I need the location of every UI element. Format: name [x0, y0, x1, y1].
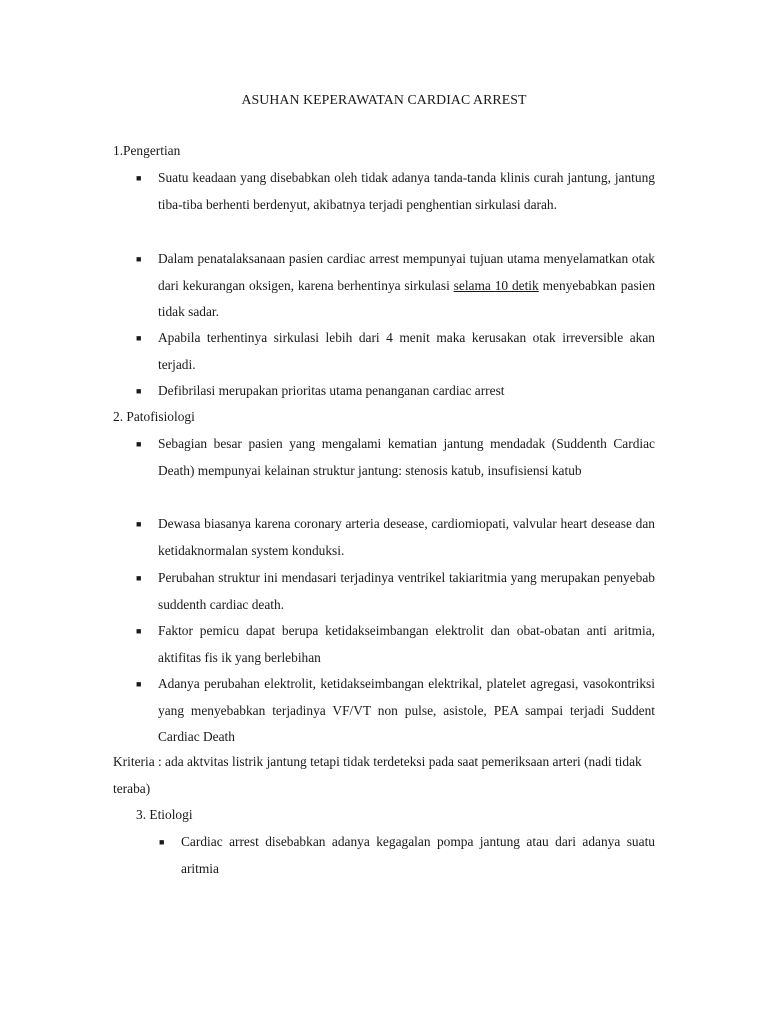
section-heading-etiologi: 3. Etiologi — [136, 807, 193, 822]
bullet-icon: ■ — [159, 837, 165, 847]
list-item — [136, 431, 655, 484]
document-title: ASUHAN KEPERAWATAN CARDIAC ARREST — [241, 92, 527, 107]
bullet-icon: ■ — [136, 439, 142, 449]
list-item — [136, 165, 655, 218]
list-item-text: Perubahan struktur ini mendasari terjadinya ventrikel takiaritmia yang merupakan penyebab suddenth cardiac death. — [158, 570, 655, 612]
bullet-icon: ■ — [136, 573, 142, 583]
underlined-text: selama 10 detik — [453, 277, 539, 293]
list-item-text: Sebagian besar pasien yang mengalami kematian jantung mendadak (Suddenth Cardiac Death) mempunyai kelainan struktur jantung: stenosis katub, insufisiensi katub — [158, 436, 655, 478]
list-item-text: Adanya perubahan elektrolit, ketidakseimbangan elektrikal, platelet agregasi, vasokontriksi yang menyebabkan terjadinya VF/VT non pulse, asistole, PEA sampai terjadi Suddent Cardiac Death — [158, 676, 655, 744]
list-item-text: Dalam penatalaksanaan pasien cardiac arrest mempunyai tujuan utama menyelamatkan otak dari kekurangan oksigen, karena berhentinya sirkulasi — [158, 251, 655, 293]
list-item-text: Defibrilasi merupakan prioritas utama penanganan cardiac arrest — [158, 383, 505, 398]
list-item — [136, 671, 655, 751]
bullet-icon: ■ — [136, 173, 142, 183]
bullet-icon: ■ — [136, 626, 142, 636]
bullet-icon: ■ — [136, 333, 142, 343]
list-item-text: Faktor pemicu dapat berupa ketidakseimbangan elektrolit dan obat-obatan anti aritmia, aktifitas fis ik yang berlebihan — [158, 623, 655, 665]
list-item-text: Suatu keadaan yang disebabkan oleh tidak adanya tanda-tanda klinis curah jantung, jantung tiba-tiba berhenti berdenyut, akibatnya terjadi penghentian sirkulasi darah. — [158, 170, 655, 212]
section-heading-patofisiologi: 2. Patofisiologi — [113, 409, 195, 424]
list-item-text: menyebabkan pasien tidak sadar. — [158, 277, 656, 319]
criteria-paragraph: Kriteria : ada aktvitas listrik jantung tetapi tidak terdeteksi pada saat pemeriksaan arteri (nadi tidak teraba) — [113, 754, 642, 796]
bullet-icon: ■ — [136, 679, 142, 689]
list-item — [136, 618, 655, 671]
list-item — [136, 325, 655, 378]
list-item — [136, 511, 655, 564]
list-item-text: Apabila terhentinya sirkulasi lebih dari 4 menit maka kerusakan otak irreversible akan terjadi. — [158, 330, 655, 372]
list-item-text: Dewasa biasanya karena coronary arteria desease, cardiomiopati, valvular heart desease dan ketidaknormalan system konduksi. — [158, 516, 655, 558]
bullet-icon: ■ — [136, 386, 142, 396]
section-heading-pengertian: 1.Pengertian — [113, 143, 181, 158]
list-item — [136, 246, 656, 326]
bullet-icon: ■ — [136, 254, 142, 264]
list-item — [159, 829, 655, 882]
bullet-icon: ■ — [136, 519, 142, 529]
list-item — [136, 565, 655, 618]
list-item — [136, 378, 655, 405]
list-item-text: Cardiac arrest disebabkan adanya kegagalan pompa jantung atau dari adanya suatu aritmia — [181, 834, 655, 876]
